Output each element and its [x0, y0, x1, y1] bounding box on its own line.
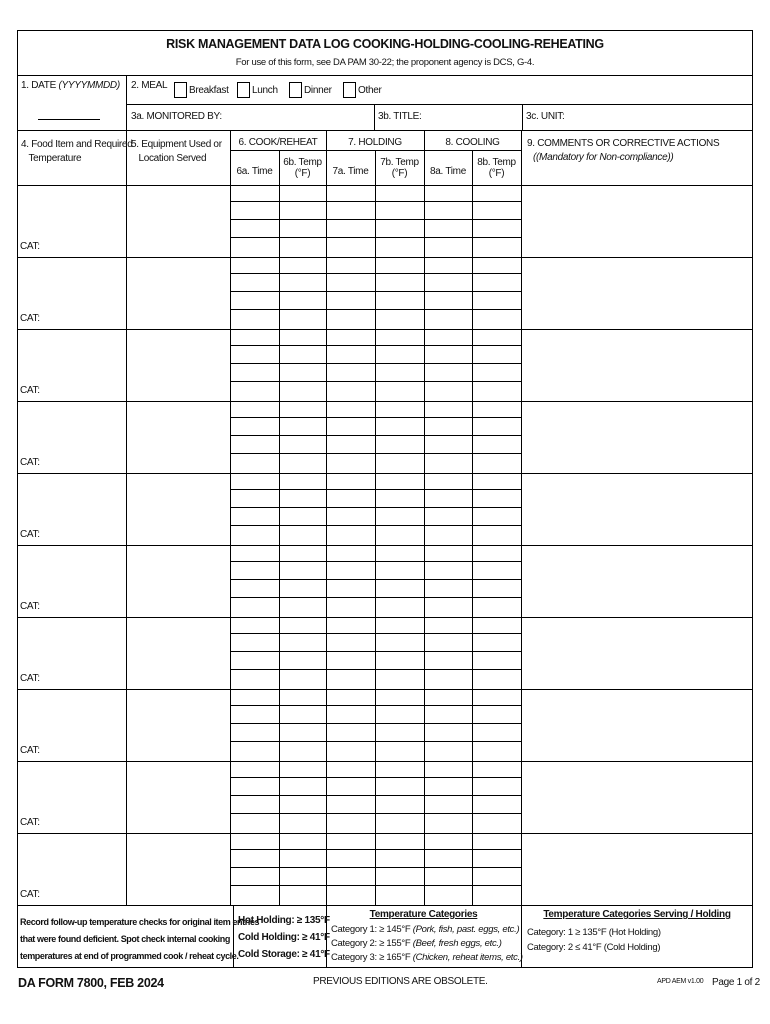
monitored-by-label: 3a. MONITORED BY:: [131, 111, 222, 122]
equipment-input[interactable]: [128, 691, 228, 759]
comments-input[interactable]: [523, 187, 751, 255]
dinner-label: Dinner: [304, 85, 332, 96]
form-id: DA FORM 7800, FEB 2024: [18, 976, 164, 990]
cat-input[interactable]: [44, 887, 124, 902]
cat-input[interactable]: [44, 743, 124, 758]
cat-input[interactable]: [44, 311, 124, 326]
obsolete-notice: PREVIOUS EDITIONS ARE OBSOLETE.: [313, 976, 488, 987]
food-item-input[interactable]: [19, 475, 124, 525]
lunch-label: Lunch: [252, 85, 278, 96]
equipment-input[interactable]: [128, 547, 228, 615]
cat-label: CAT:: [20, 241, 40, 252]
cat-label: CAT:: [20, 817, 40, 828]
food-item-header: 4. Food Item and Required Temperature: [21, 139, 133, 164]
comments-input[interactable]: [523, 331, 751, 399]
breakfast-label: Breakfast: [189, 85, 229, 96]
cat-label: CAT:: [20, 529, 40, 540]
comments-input[interactable]: [523, 403, 751, 471]
cat-input[interactable]: [44, 455, 124, 470]
monitored-by-input[interactable]: [210, 106, 370, 128]
cat-label: CAT:: [20, 889, 40, 900]
cat-label: CAT:: [20, 601, 40, 612]
time-8a-header: 8a. Time: [430, 166, 466, 177]
equipment-header: 5. Equipment Used or Location Served: [131, 139, 222, 164]
dinner-checkbox[interactable]: [289, 82, 302, 98]
equipment-input[interactable]: [128, 259, 228, 327]
comments-input[interactable]: [523, 619, 751, 687]
page-number: Page 1 of 2: [712, 977, 760, 988]
food-item-input[interactable]: [19, 187, 124, 237]
food-item-input[interactable]: [19, 763, 124, 813]
food-item-input[interactable]: [19, 619, 124, 669]
date-label: 1. DATE (YYYYMMDD): [21, 80, 120, 91]
cook-reheat-header: 6. COOK/REHEAT: [238, 137, 318, 148]
holding-temps: Hot Holding: ≥ 135°F Cold Holding: ≥ 41°F Cold Storage: ≥ 41°F: [238, 915, 330, 960]
comments-input[interactable]: [523, 547, 751, 615]
meal-label: 2. MEAL: [131, 80, 168, 91]
cat-input[interactable]: [44, 239, 124, 254]
cat-label: CAT:: [20, 385, 40, 396]
temp-categories-list: Category 1: ≥ 145°F (Pork, fish, past. eggs, etc.) Category 2: ≥ 155°F (Beef, fresh eggs, etc.) Category 3: ≥ 165°F (Chicken, reheat items, etc.): [331, 924, 523, 963]
lunch-checkbox[interactable]: [237, 82, 250, 98]
comments-note: ((Mandatory for Non-compliance)): [533, 152, 674, 163]
serving-holding-title: Temperature Categories Serving / Holding: [543, 909, 731, 920]
comments-input[interactable]: [523, 475, 751, 543]
time-6a-header: 6a. Time: [236, 166, 273, 177]
holding-header: 7. HOLDING: [348, 137, 402, 148]
comments-input[interactable]: [523, 691, 751, 759]
cooling-header: 8. COOLING: [445, 137, 500, 148]
equipment-input[interactable]: [128, 187, 228, 255]
breakfast-checkbox[interactable]: [174, 82, 187, 98]
footer-instructions: Record follow-up temperature checks for original item entries that were found deficient. Spot check internal cooking temperatures at end of programmed cook / reheat cycle.: [20, 917, 260, 961]
food-item-input[interactable]: [19, 331, 124, 381]
cat-input[interactable]: [44, 527, 124, 542]
temp-6b-header: 6b. Temp (°F): [283, 157, 322, 179]
comments-input[interactable]: [523, 259, 751, 327]
cat-input[interactable]: [44, 383, 124, 398]
unit-label: 3c. UNIT:: [526, 111, 565, 122]
form-title: RISK MANAGEMENT DATA LOG COOKING-HOLDING-COOLING-REHEATING: [166, 37, 604, 51]
cat-label: CAT:: [20, 673, 40, 684]
equipment-input[interactable]: [128, 763, 228, 831]
cat-input[interactable]: [44, 599, 124, 614]
cat-input[interactable]: [44, 671, 124, 686]
temp-categories-title: Temperature Categories: [369, 909, 478, 920]
title-input[interactable]: [418, 106, 518, 128]
temp-8b-header: 8b. Temp (°F): [477, 157, 516, 179]
cat-label: CAT:: [20, 313, 40, 324]
equipment-input[interactable]: [128, 835, 228, 903]
food-item-input[interactable]: [19, 259, 124, 309]
food-item-input[interactable]: [19, 547, 124, 597]
food-item-input[interactable]: [19, 403, 124, 453]
equipment-input[interactable]: [128, 403, 228, 471]
serving-holding-list: Category: 1 ≥ 135°F (Hot Holding) Category: 2 ≤ 41°F (Cold Holding): [527, 927, 661, 953]
equipment-input[interactable]: [128, 619, 228, 687]
cat-input[interactable]: [44, 815, 124, 830]
food-item-input[interactable]: [19, 691, 124, 741]
comments-input[interactable]: [523, 835, 751, 903]
other-label: Other: [358, 85, 382, 96]
temp-7b-header: 7b. Temp (°F): [380, 157, 419, 179]
unit-input[interactable]: [565, 106, 750, 128]
other-checkbox[interactable]: [343, 82, 356, 98]
version: APD AEM v1.00: [657, 978, 704, 985]
food-item-input[interactable]: [19, 835, 124, 885]
cat-label: CAT:: [20, 745, 40, 756]
comments-header: 9. COMMENTS OR CORRECTIVE ACTIONS: [527, 138, 720, 149]
title-label: 3b. TITLE:: [378, 111, 422, 122]
comments-input[interactable]: [523, 763, 751, 831]
equipment-input[interactable]: [128, 475, 228, 543]
equipment-input[interactable]: [128, 331, 228, 399]
time-7a-header: 7a. Time: [332, 166, 369, 177]
cat-label: CAT:: [20, 457, 40, 468]
form-subtitle: For use of this form, see DA PAM 30-22; the proponent agency is DCS, G-4.: [235, 57, 535, 68]
